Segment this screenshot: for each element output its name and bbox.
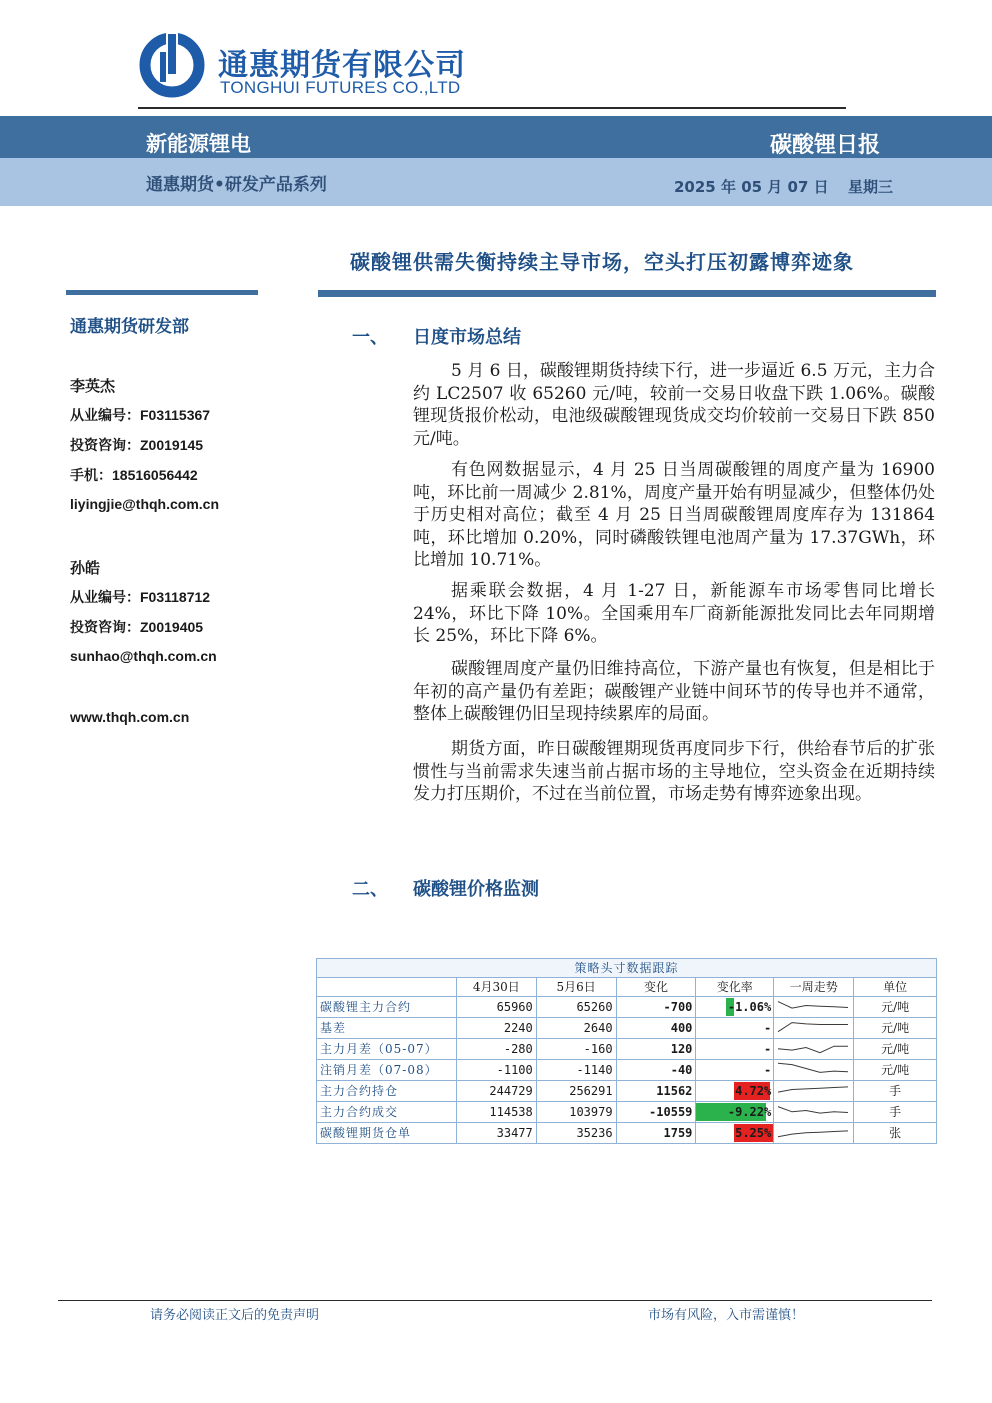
sparkline-line <box>778 1106 848 1113</box>
trend-sparkline <box>774 1122 854 1143</box>
section-number: 二、 <box>352 879 388 900</box>
table-row <box>317 1038 937 1059</box>
sparkline-line <box>778 1063 848 1072</box>
change-rate-text: -1.06% <box>727 999 772 1014</box>
paragraph: 据乘联会数据，4 月 1-27 日，新能源车市场零售同比增长 24%，环比下降 10%。全国乘用车厂商新能源批发同比去年同期增长 25%，环比下降 6%。 <box>413 581 935 646</box>
row-name: 主力合约成交 <box>317 1101 457 1122</box>
sparkline-chart <box>774 1018 852 1035</box>
table-row <box>317 1101 937 1122</box>
footer-risk-note: 市场有风险，入市需谨慎！ <box>648 1308 805 1323</box>
change-value: -10559 <box>616 1101 696 1122</box>
sparkline-chart <box>774 997 852 1014</box>
change-rate-text: -9.22% <box>727 1104 772 1119</box>
header-divider <box>138 107 846 109</box>
value-apr30: 114538 <box>456 1101 536 1122</box>
value-may6: 256291 <box>536 1080 616 1101</box>
sparkline-chart <box>774 1039 852 1056</box>
value-apr30: 244729 <box>456 1080 536 1101</box>
table-row <box>317 1080 937 1101</box>
table-caption: 策略头寸数据跟踪 <box>317 959 937 978</box>
value-apr30: 65960 <box>456 996 536 1017</box>
table-header-row <box>317 977 937 996</box>
section-title: 日度市场总结 <box>413 327 521 348</box>
trend-sparkline <box>774 1101 854 1122</box>
value-apr30: 33477 <box>456 1122 536 1143</box>
trend-sparkline <box>774 1080 854 1101</box>
page-title: 碳酸锂供需失衡持续主导市场，空头打压初露博弈迹象 <box>350 250 854 274</box>
change-rate <box>696 1080 774 1101</box>
change-value: 11562 <box>616 1080 696 1101</box>
change-rate-text: - <box>763 1041 772 1056</box>
company-logo-icon <box>138 30 206 100</box>
sparkline-chart <box>774 1060 852 1077</box>
change-rate <box>696 1101 774 1122</box>
value-may6: 65260 <box>536 996 616 1017</box>
change-value: 1759 <box>616 1122 696 1143</box>
table-row <box>317 1122 937 1143</box>
sparkline-chart <box>774 1081 852 1098</box>
trend-sparkline <box>774 1059 854 1080</box>
row-name: 主力月差（05-07） <box>317 1038 457 1059</box>
change-rate-text: 4.72% <box>735 1083 772 1098</box>
table-row <box>317 1017 937 1038</box>
report-type: 碳酸锂日报 <box>770 133 881 158</box>
change-rate <box>696 996 774 1017</box>
sparkline-chart <box>774 1102 852 1119</box>
sidebar-rule <box>66 290 258 295</box>
value-apr30: -1100 <box>456 1059 536 1080</box>
change-rate-text: 5.25% <box>735 1125 772 1140</box>
row-name: 碳酸锂期货仓单 <box>317 1122 457 1143</box>
company-name-cn: 通惠期货有限公司 <box>218 48 466 83</box>
sparkline-line <box>778 1130 848 1136</box>
footer-rule <box>58 1300 932 1301</box>
section-title: 碳酸锂价格监测 <box>413 879 539 900</box>
footer-disclaimer: 请务必阅读正文后的免责声明 <box>150 1308 320 1323</box>
table-row <box>317 996 937 1017</box>
unit: 元/吨 <box>854 1017 937 1038</box>
sparkline-line <box>778 1086 848 1091</box>
sparkline-line <box>778 1046 848 1053</box>
value-apr30: -280 <box>456 1038 536 1059</box>
section-number: 一、 <box>352 327 388 348</box>
table-header-cell: 5月6日 <box>536 977 616 996</box>
analyst-consult: 投资咨询：Z0019405 <box>70 619 204 636</box>
table-header-cell: 一周走势 <box>774 977 854 996</box>
analyst-name: 孙皓 <box>70 559 101 577</box>
value-may6: 2640 <box>536 1017 616 1038</box>
analyst-license: 从业编号：F03118712 <box>70 589 211 606</box>
value-may6: -1140 <box>536 1059 616 1080</box>
change-value: 400 <box>616 1017 696 1038</box>
unit: 元/吨 <box>854 1059 937 1080</box>
trend-sparkline <box>774 996 854 1017</box>
row-name: 主力合约持仓 <box>317 1080 457 1101</box>
table-header-cell: 变化 <box>616 977 696 996</box>
company-name-en: TONGHUI FUTURES CO.,LTD <box>220 78 461 97</box>
sparkline-chart <box>774 1123 852 1140</box>
report-date: 2025 年 05 月 07 日 <box>674 178 829 196</box>
table-header-cell <box>317 977 457 996</box>
trend-sparkline <box>774 1038 854 1059</box>
change-rate <box>696 1122 774 1143</box>
table-header-cell: 4月30日 <box>456 977 536 996</box>
unit: 元/吨 <box>854 1038 937 1059</box>
table-header-cell: 变化率 <box>696 977 774 996</box>
trend-sparkline <box>774 1017 854 1038</box>
value-may6: 103979 <box>536 1101 616 1122</box>
value-apr30: 2240 <box>456 1017 536 1038</box>
unit: 手 <box>854 1080 937 1101</box>
change-rate <box>696 1038 774 1059</box>
row-name: 注销月差（07-08） <box>317 1059 457 1080</box>
unit: 元/吨 <box>854 996 937 1017</box>
change-rate <box>696 1017 774 1038</box>
change-rate <box>696 1059 774 1080</box>
report-weekday: 星期三 <box>848 178 894 196</box>
website-link[interactable]: www.thqh.com.cn <box>70 709 190 725</box>
analyst-phone: 手机：18516056442 <box>70 467 198 484</box>
analyst-email[interactable]: sunhao@thqh.com.cn <box>70 648 217 664</box>
paragraph: 有色网数据显示，4 月 25 日当周碳酸锂的周度产量为 16900 吨，环比前一周减少 2.81%，周度产量开始有明显减少，但整体仍处于历史相对高位；截至 4 月 25 日当周碳酸锂周度库存为 131864 吨，环比增加 0.20%，同时磷酸铁锂电池周产量为 17.37GWh，环比增加 10.71%。 <box>413 460 935 570</box>
unit: 手 <box>854 1101 937 1122</box>
analyst-name: 李英杰 <box>70 377 116 395</box>
sparkline-line <box>778 1022 848 1031</box>
research-dept: 通惠期货研发部 <box>70 317 189 337</box>
unit: 张 <box>854 1122 937 1143</box>
value-may6: -160 <box>536 1038 616 1059</box>
value-may6: 35236 <box>536 1122 616 1143</box>
row-name: 碳酸锂主力合约 <box>317 996 457 1017</box>
category-label: 新能源锂电 <box>146 132 251 156</box>
sparkline-line <box>778 1001 848 1008</box>
change-rate-text: - <box>763 1020 772 1035</box>
paragraph: 碳酸锂周度产量仍旧维持高位，下游产量也有恢复，但是相比于年初的高产量仍有差距；碳酸锂产业链中间环节的传导也并不通常，整体上碳酸锂仍旧呈现持续累库的局面。 <box>413 659 935 724</box>
analyst-license: 从业编号：F03115367 <box>70 407 211 424</box>
strategy-data-table <box>316 958 937 1144</box>
paragraph: 5 月 6 日，碳酸锂期货持续下行，进一步逼近 6.5 万元，主力合约 LC2507 收 65260 元/吨，较前一交易日收盘下跌 1.06%。碳酸锂现货报价松动，电池级碳酸锂现货成交均价较前一交易日下跌 850 元/吨。 <box>413 361 935 449</box>
analyst-consult: 投资咨询：Z0019145 <box>70 437 204 454</box>
table-row <box>317 1059 937 1080</box>
series-label: 通惠期货•研发产品系列 <box>146 175 327 195</box>
change-value: -40 <box>616 1059 696 1080</box>
change-value: -700 <box>616 996 696 1017</box>
row-name: 基差 <box>317 1017 457 1038</box>
analyst-email[interactable]: liyingjie@thqh.com.cn <box>70 496 219 512</box>
change-rate-text: - <box>763 1062 772 1077</box>
paragraph: 期货方面，昨日碳酸锂期现货再度同步下行，供给春节后的扩张惯性与当前需求失速当前占据市场的主导地位，空头资金在近期持续发力打压期价，不过在当前位置，市场走势有博弈迹象出现。 <box>413 739 935 804</box>
table-header-cell: 单位 <box>854 977 937 996</box>
change-value: 120 <box>616 1038 696 1059</box>
headline-rule <box>318 290 936 297</box>
